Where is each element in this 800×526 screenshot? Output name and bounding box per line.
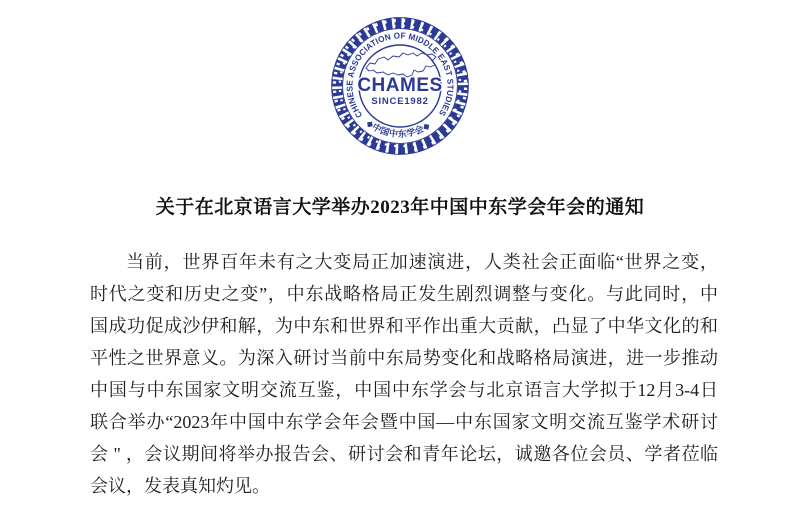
org-name-cn-arc: ◆ 中 国 中 东 学 会 ◆ [364,117,432,140]
body-line: 会议，发表真知灼见。 [90,476,270,496]
body-line: 时代之变和历史之变”，中东战略格局正发生剧烈调整与变化。与此同时，中 [90,284,718,304]
body-line: 当前，世界百年未有之大变局正加速演进，人类社会正面临“世界之变， [126,252,718,272]
since-year-text: SINCE1982 [371,96,429,107]
acronym-text: CHAMES [357,75,443,96]
body-line: 联合举办“2023年中国中东学会年会暨中国—中东国家文明交流互鉴学术研讨 [90,412,718,432]
body-line: 平性之世界意义。为深入研讨当前中东局势变化和战略格局演进，进一步推动 [90,348,718,368]
org-name-en-arc: CHINESE ASSOCIATION OF MIDDLE EAST STUDIES [344,30,456,120]
body-line: 会 " ，会议期间将举办报告会、研讨会和青年论坛，诚邀各位会员、学者莅临 [90,444,718,464]
body-line: 国成功促成沙伊和解，为中东和世界和平作出重大贡献，凸显了中华文化的和 [90,316,718,336]
middle-east-map-icon [366,53,436,77]
seal-logo-svg [330,16,470,156]
notice-title: 关于在北京语言大学举办2023年中国中东学会年会的通知 [155,197,645,218]
body-line: 中国与中东国家文明交流互鉴，中国中东学会与北京语言大学拟于12月3-4日 [90,380,718,400]
notice-body-paragraph [90,246,718,502]
chames-seal-logo [330,16,470,156]
